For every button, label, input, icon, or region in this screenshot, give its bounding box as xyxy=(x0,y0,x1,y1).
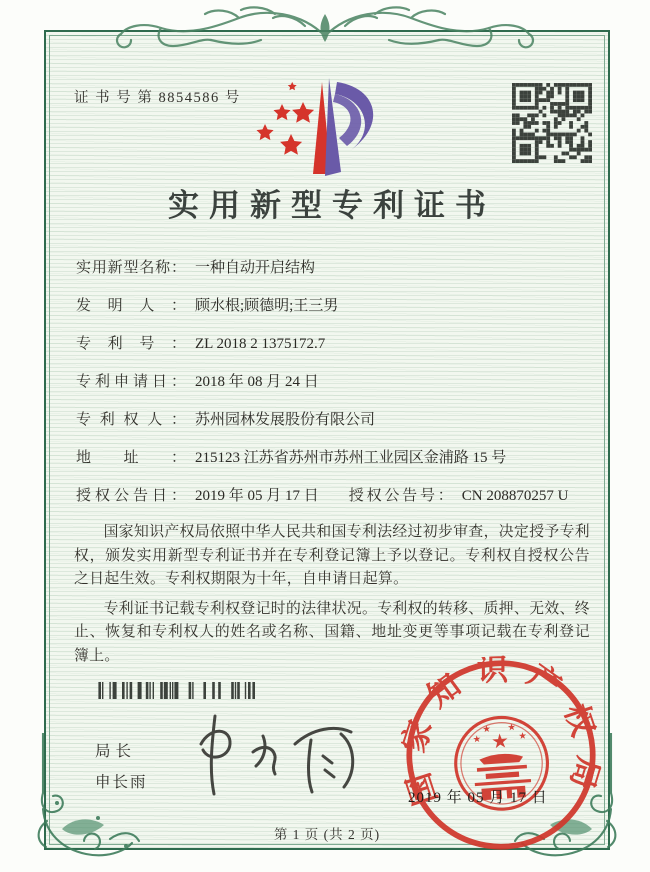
field-row-filing-date xyxy=(76,370,592,395)
certificate-title: 实用新型专利证书 xyxy=(168,188,496,223)
svg-text:★: ★ xyxy=(507,722,517,734)
svg-text:★: ★ xyxy=(518,731,528,743)
field-row-inventors xyxy=(76,294,592,319)
field-row-patent-number xyxy=(76,332,592,357)
certificate-number: 证 书 号 第 8854586 号 xyxy=(74,90,241,106)
svg-text:★: ★ xyxy=(482,724,492,736)
certificate-fields xyxy=(76,256,592,522)
field-value: ZL 2018 2 1375172.7 xyxy=(195,336,326,352)
field-label: 实用新型名称： xyxy=(76,260,186,276)
field-label: 地址： xyxy=(76,450,186,466)
field-value: 一种自动开启结构 xyxy=(195,260,316,276)
field-label: 专利号： xyxy=(76,336,186,352)
grant-number-value: CN 208870257 U xyxy=(461,488,569,504)
field-row-grant xyxy=(76,484,592,509)
grant-date-label: 授权公告日： xyxy=(76,488,186,504)
field-value: 2018 年 08 月 24 日 xyxy=(195,374,319,390)
field-row-patentee xyxy=(76,408,592,433)
grant-date-value: 2019 年 05 月 17 日 xyxy=(195,488,319,504)
grant-number-label: 授权公告号： xyxy=(348,488,453,504)
field-label: 专利权人： xyxy=(76,412,186,428)
field-value: 苏州园林发展股份有限公司 xyxy=(195,412,376,428)
field-row-address xyxy=(76,446,592,471)
seal-text: 国家知识产权局 xyxy=(395,651,607,810)
legal-paragraph-1: 国家知识产权局依照中华人民共和国专利法经过初步审查，决定授予专利权，颁发实用新型专利证书并在专利登记簿上予以登记。专利权自授权公告之日起生效。专利权期限为十年，自申请日起算。 xyxy=(74,524,590,588)
seal-date: 2019 年 05 月 17 日 xyxy=(408,790,548,806)
legal-paragraph-2: 专利证书记载专利权登记时的法律状况。专利权的转移、质押、无效、终止、恢复和专利权人的姓名或名称、国籍、地址变更等事项记载在专利登记簿上。 xyxy=(74,600,590,664)
field-value: 215123 江苏省苏州市苏州工业园区金浦路 15 号 xyxy=(195,450,507,466)
barcode xyxy=(94,682,256,699)
svg-text:★: ★ xyxy=(472,734,482,746)
field-label: 发明人： xyxy=(76,298,186,314)
director-name: 申长雨 xyxy=(95,774,148,791)
legal-text xyxy=(74,521,590,675)
field-row-utility-model-name xyxy=(76,256,592,281)
cnipa-logo-icon xyxy=(255,72,400,184)
director-title: 局长 xyxy=(95,743,137,760)
field-value: 顾水根;顾德明;王三男 xyxy=(195,298,339,314)
page-number: 第 1 页 (共 2 页) xyxy=(273,827,381,842)
director-signature-icon xyxy=(183,700,373,805)
field-label: 专利申请日： xyxy=(76,374,186,390)
qr-code xyxy=(512,83,592,163)
svg-text:★: ★ xyxy=(490,730,510,754)
top-scrollwork-ornament-icon xyxy=(115,2,535,54)
